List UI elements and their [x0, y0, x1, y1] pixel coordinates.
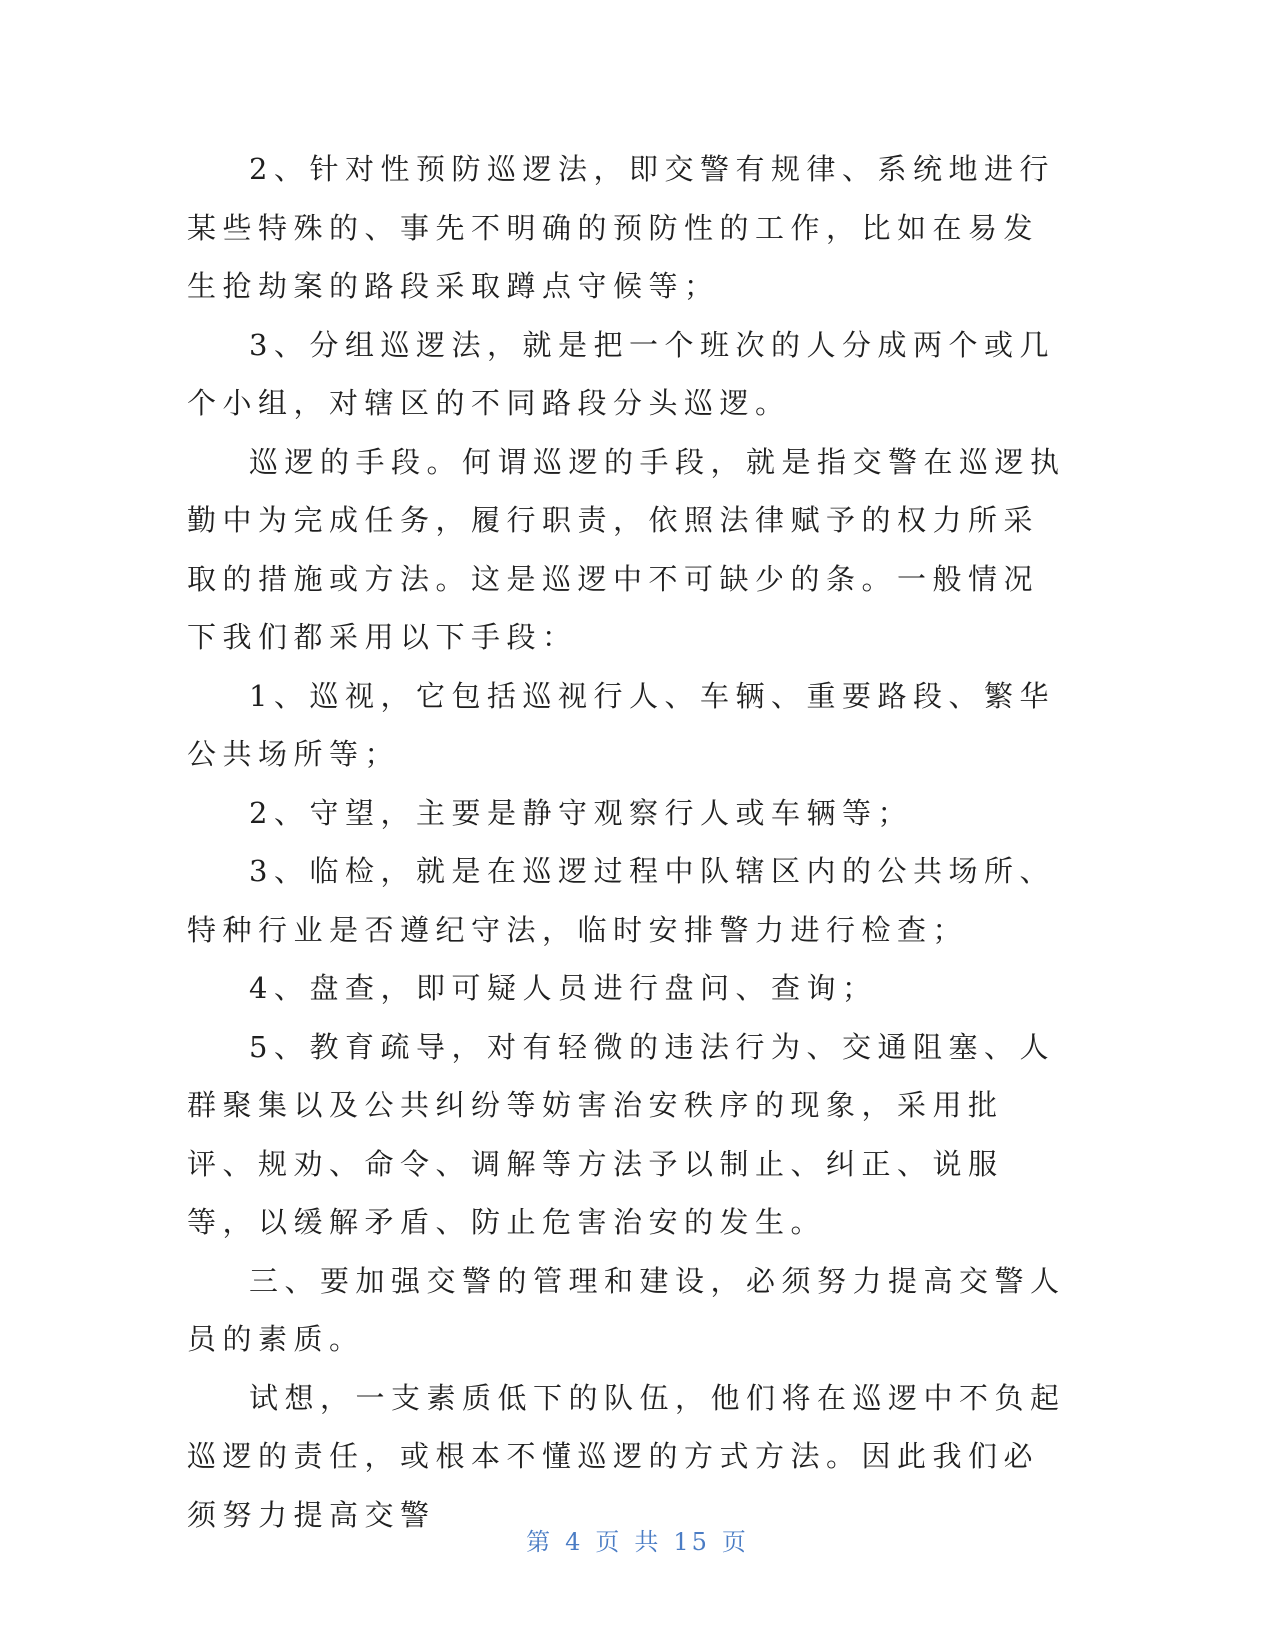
footer-total-pages: 15: [673, 1528, 710, 1556]
paragraph-method-targeted: 2、针对性预防巡逻法，即交警有规律、系统地进行某些特殊的、事先不明确的预防性的工作，比如在易发生抢劫案的路段采取蹲点守候等；: [187, 152, 1055, 303]
paragraph-means-educate: 5、教育疏导，对有轻微的违法行为、交通阻塞、人群聚集以及公共纠纷等妨害治安秩序的现象，采用批评、规劝、命令、调解等方法予以制止、纠正、说服等，以缓解矛盾、防止危害治安的发生。: [187, 1029, 1055, 1239]
page-footer: [0, 1522, 1275, 1557]
footer-current-page: 4: [565, 1528, 584, 1556]
paragraph-section-three: 三、要加强交警的管理和建设，必须努力提高交警人员的素质。: [187, 1263, 1066, 1356]
footer-suffix: 页: [721, 1528, 749, 1556]
paragraph-patrol-means: 巡逻的手段。何谓巡逻的手段，就是指交警在巡逻执勤中为完成任务，履行职责，依照法律赋予的权力所采取的措施或方法。这是巡逻中不可缺少的条。一般情况下我们都采用以下手段：: [187, 444, 1066, 654]
paragraph-quality: 试想，一支素质低下的队伍，他们将在巡逻中不负起巡逻的责任，或根本不懂巡逻的方式方法。因此我们必须努力提高交警: [187, 1380, 1066, 1532]
footer-mid: 页: [595, 1528, 623, 1556]
paragraph-means-watch: 2、守望，主要是静守观察行人或车辆等；: [249, 795, 913, 830]
paragraph-means-question: 4、盘查，即可疑人员进行盘问、查询；: [249, 971, 878, 1005]
paragraph-means-check: 3、临检，就是在巡逻过程中队辖区内的公共场所、特种行业是否遵纪守法，临时安排警力进行检查；: [187, 854, 1055, 947]
paragraph-method-group: 3、分组巡逻法，就是把一个班次的人分成两个或几个小组，对辖区的不同路段分头巡逻。: [187, 327, 1055, 420]
footer-prefix: 第: [526, 1528, 554, 1556]
paragraph-means-inspect: 1、巡视，它包括巡视行人、车辆、重要路段、繁华公共场所等；: [187, 678, 1055, 771]
document-body: [187, 140, 1067, 1544]
footer-total-label: 共: [634, 1528, 662, 1556]
